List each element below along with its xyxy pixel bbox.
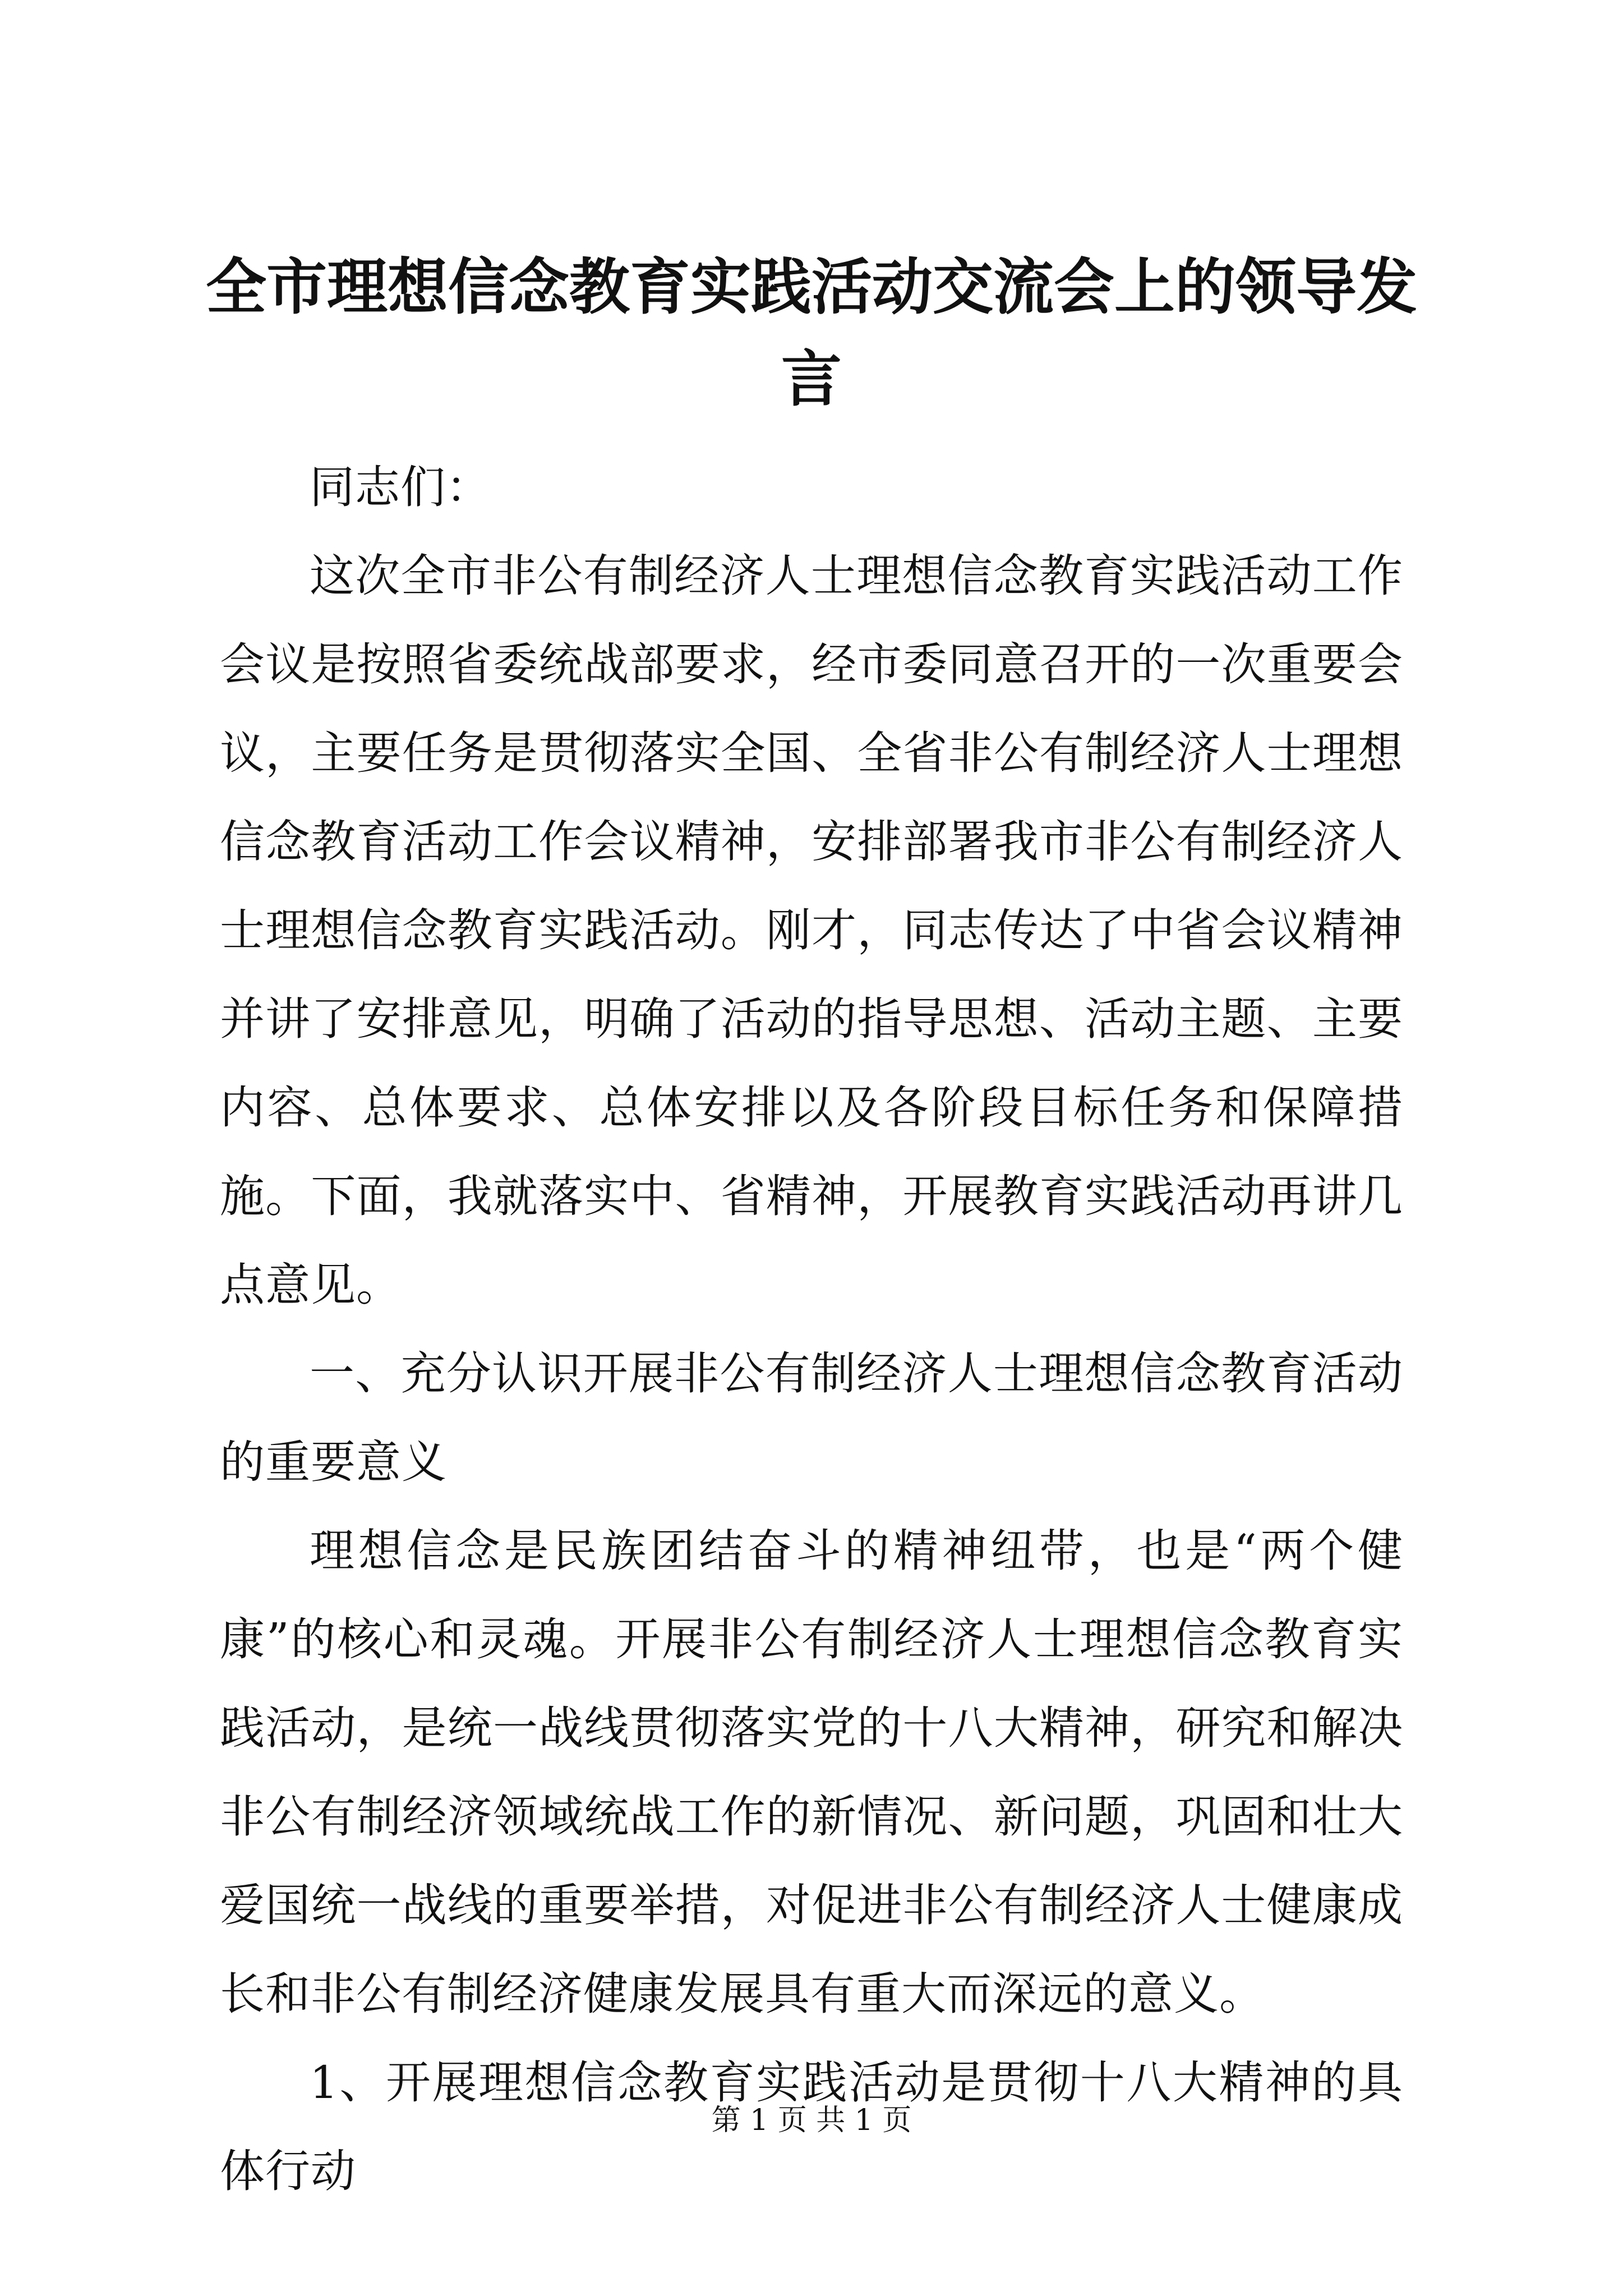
- document-body: [220, 443, 1403, 2216]
- intro-paragraph: 这次全市非公有制经济人士理想信念教育实践活动工作会议是按照省委统战部要求，经市委同意召开的一次重要会议，主要任务是贯彻落实全国、全省非公有制经济人士理想信念教育活动工作会议精神，安排部署我市非公有制经济人士理想信念教育实践活动。刚才，同志传达了中省会议精神并讲了安排意见，明确了活动的指导思想、活动主题、主要内容、总体要求、总体安排以及各阶段目标任务和保障措施。下面，我就落实中、省精神，开展教育实践活动再讲几点意见。: [220, 550, 1403, 1311]
- section-heading-1: 一、充分认识开展非公有制经济人士理想信念教育活动的重要意义: [220, 1347, 1403, 1488]
- document-title: 全市理想信念教育实践活动交流会上的领导发言: [205, 252, 1417, 415]
- subsection-heading-1: 1、开展理想信念教育实践活动是贯彻十八大精神的具体行动: [220, 2056, 1403, 2197]
- page-footer: 第 1 页 共 1 页: [711, 2104, 912, 2137]
- section-1-paragraph: 理想信念是民族团结奋斗的精神纽带，也是“两个健康”的核心和灵魂。开展非公有制经济人士理想信念教育实践活动，是统一战线贯彻落实党的十八大精神，研究和解决非公有制经济领域统战工作的新情况、新问题，巩固和壮大爱国统一战线的重要举措，对促进非公有制经济人士健康成长和非公有制经济健康发展具有重大而深远的意义。: [220, 1525, 1403, 2020]
- salutation-paragraph: 同志们：: [310, 461, 491, 513]
